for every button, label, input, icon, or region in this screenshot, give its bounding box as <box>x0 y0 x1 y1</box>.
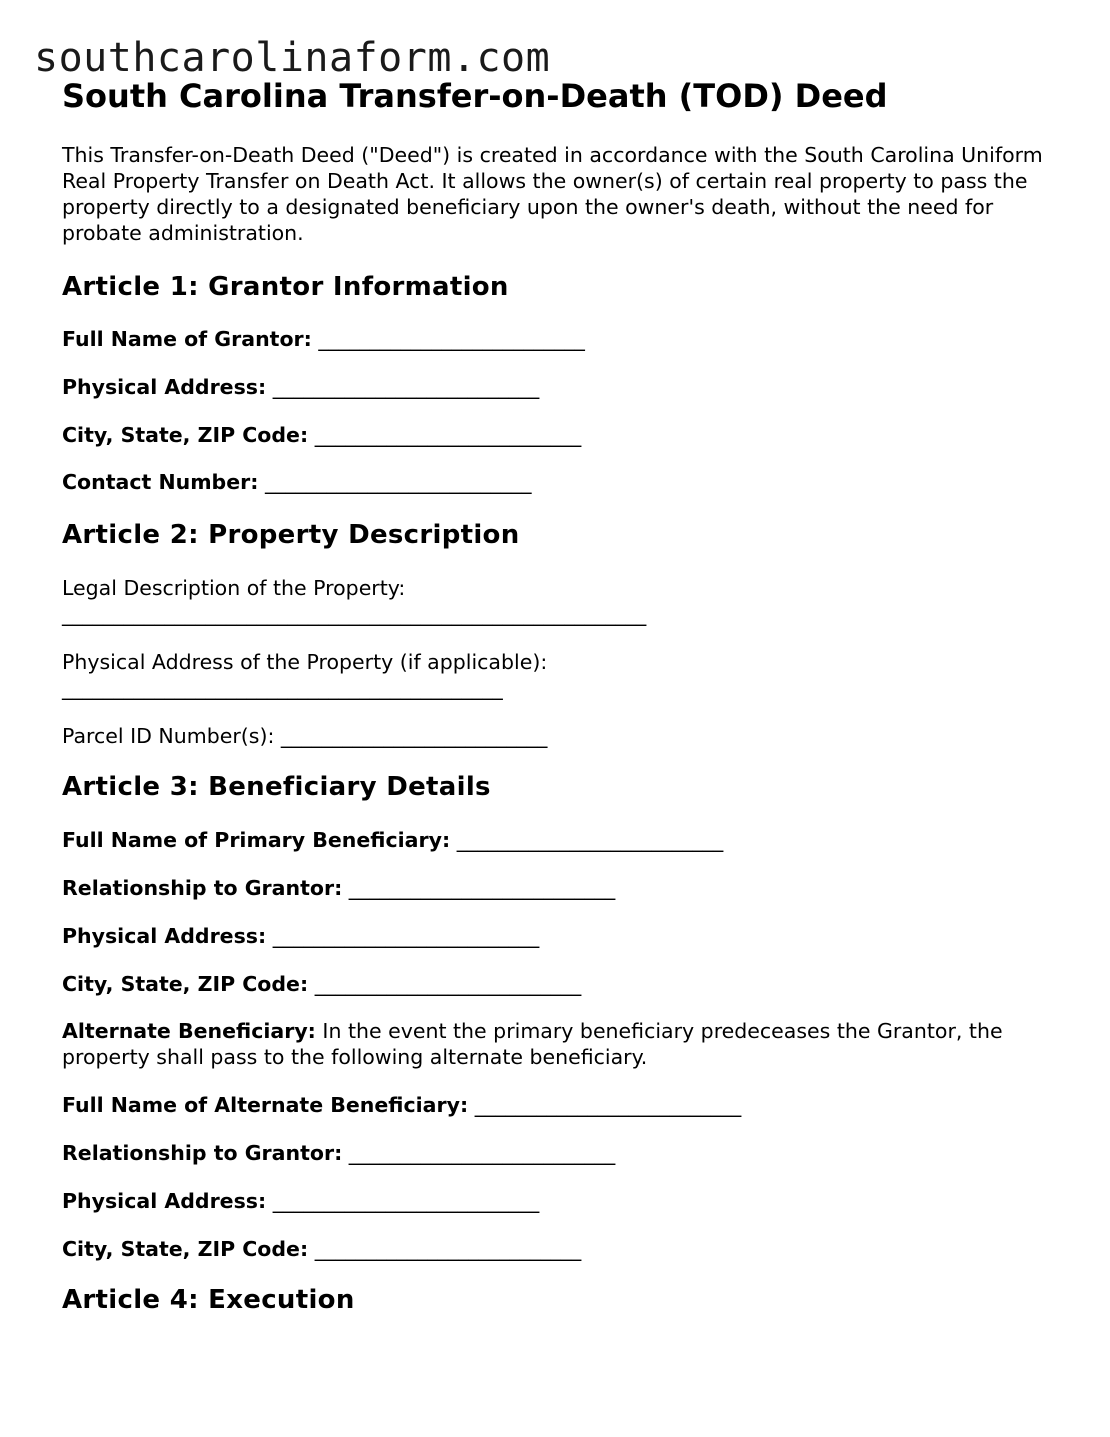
field-label: Physical Address: <box>62 375 267 399</box>
article-4-heading: Article 4: Execution <box>62 1285 355 1315</box>
field-label: Relationship to Grantor: <box>62 1141 343 1165</box>
intro-paragraph: This Transfer-on-Death Deed ("Deed") is created in accordance with the South Carolina Uniform Real Property Transfer on Death Act. It allows the owner(s) of certain real property to pass the property directly to a designated beneficiary upon the owner's death, without the need for probate administration. <box>62 143 1043 245</box>
field-blank[interactable]: __________________________ <box>280 724 548 748</box>
field-label: Physical Address of the Property (if applicable): <box>62 650 548 674</box>
legal-description-field[interactable] <box>62 575 646 627</box>
field-blank[interactable]: ___________________________________________ <box>62 676 503 700</box>
field-blank[interactable]: __________________________ <box>314 423 582 447</box>
field-blank[interactable]: __________________________ <box>314 972 582 996</box>
field-blank[interactable]: __________________________ <box>272 924 540 948</box>
primary-city-field[interactable] <box>62 971 581 997</box>
field-label: Full Name of Primary Beneficiary: <box>62 828 451 852</box>
alternate-beneficiary-paragraph <box>62 1018 1052 1070</box>
field-blank[interactable]: __________________________ <box>348 876 616 900</box>
field-blank[interactable]: __________________________ <box>474 1093 742 1117</box>
article-2-heading: Article 2: Property Description <box>62 520 520 550</box>
grantor-contact-field[interactable] <box>62 469 531 495</box>
alternate-address-field[interactable] <box>62 1188 539 1214</box>
grantor-name-field[interactable] <box>62 326 585 352</box>
primary-address-field[interactable] <box>62 923 539 949</box>
property-address-field[interactable] <box>62 649 547 701</box>
primary-relationship-field[interactable] <box>62 875 615 901</box>
parcel-id-field[interactable] <box>62 723 547 749</box>
field-blank[interactable]: __________________________ <box>264 470 532 494</box>
field-label: City, State, ZIP Code: <box>62 1237 309 1261</box>
field-label: City, State, ZIP Code: <box>62 423 309 447</box>
alternate-relationship-field[interactable] <box>62 1140 615 1166</box>
article-2-section <box>62 519 520 551</box>
field-label: Physical Address: <box>62 1189 267 1213</box>
article-1-section <box>62 271 509 303</box>
deed-document <box>62 76 1062 1315</box>
grantor-address-field[interactable] <box>62 374 539 400</box>
field-blank[interactable]: __________________________ <box>272 375 540 399</box>
alternate-city-field[interactable] <box>62 1236 581 1262</box>
field-label: Legal Description of the Property: <box>62 576 406 600</box>
field-blank[interactable]: __________________________ <box>456 828 724 852</box>
field-label: City, State, ZIP Code: <box>62 972 309 996</box>
page-title: South Carolina Transfer-on-Death (TOD) Deed <box>62 77 888 115</box>
field-blank[interactable]: _________________________________________________________ <box>62 602 647 626</box>
alternate-beneficiary-name-field[interactable] <box>62 1092 741 1118</box>
field-label: Parcel ID Number(s): <box>62 724 275 748</box>
primary-beneficiary-name-field[interactable] <box>62 827 723 853</box>
alternate-text: In the event the primary beneficiary predeceases the Grantor, the property shall pass to the following alternate beneficiary. <box>62 1019 1003 1069</box>
field-label: Physical Address: <box>62 924 267 948</box>
field-label: Full Name of Grantor: <box>62 327 312 351</box>
site-watermark: southcarolinaform.com <box>34 35 551 81</box>
grantor-city-field[interactable] <box>62 422 581 448</box>
article-3-section <box>62 771 491 803</box>
field-blank[interactable]: __________________________ <box>318 327 585 351</box>
article-1-heading: Article 1: Grantor Information <box>62 272 509 302</box>
field-blank[interactable]: __________________________ <box>314 1237 582 1261</box>
field-blank[interactable]: __________________________ <box>272 1189 540 1213</box>
field-label: Full Name of Alternate Beneficiary: <box>62 1093 469 1117</box>
field-label: Contact Number: <box>62 470 259 494</box>
alternate-label: Alternate Beneficiary: <box>62 1019 316 1043</box>
article-4-section <box>62 1284 355 1316</box>
field-blank[interactable]: __________________________ <box>348 1141 616 1165</box>
article-3-heading: Article 3: Beneficiary Details <box>62 772 491 802</box>
field-label: Relationship to Grantor: <box>62 876 343 900</box>
